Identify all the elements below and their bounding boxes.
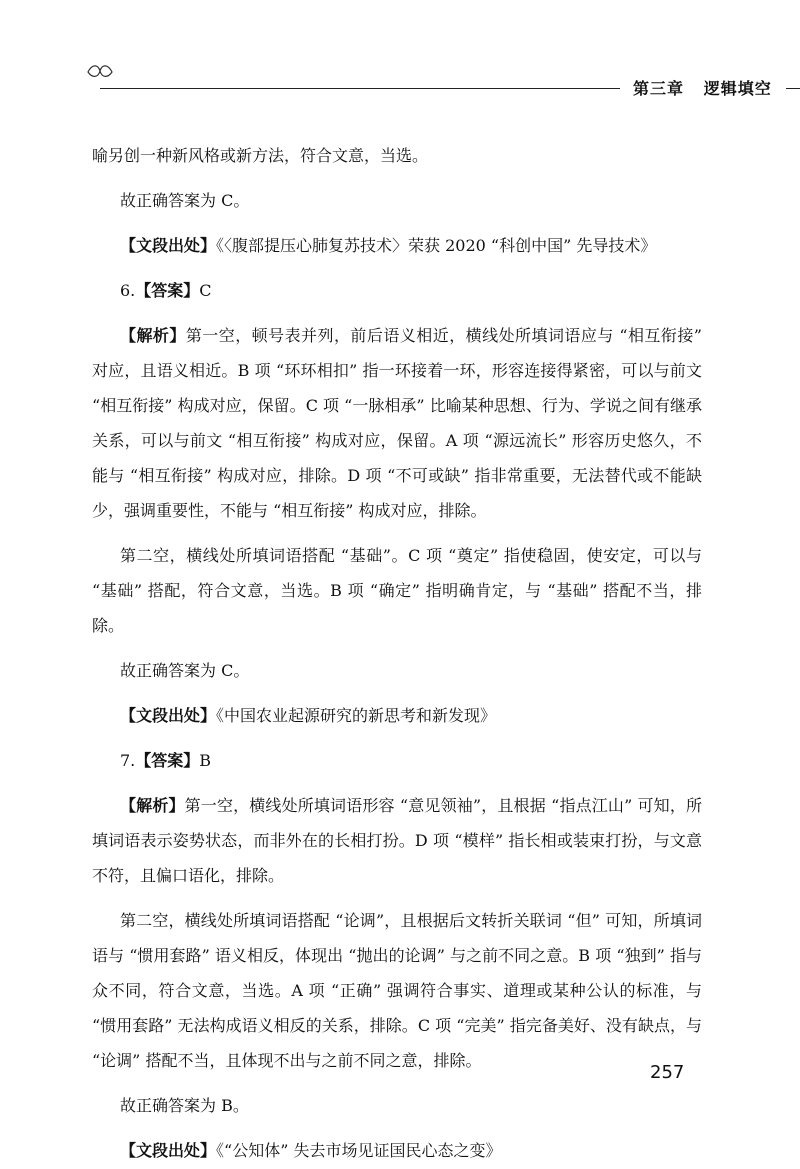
analysis-text: 第一空，顿号表并列，前后语义相近，横线处所填词语应与 “相互衔接” 对应，且语义相近。B 项 “环环相扣” 指一环接着一环，形容连接得紧密，可以与前文 “相互衔接” 构成对应，保留。C 项 “一脉相承” 比喻某种思想、行为、学说之间有继承关系，可以与前文 “相互衔接” 构成对应，保留。A 项 “源远流长” 形容历史悠久，不能与 “相互衔接” 构成对应，排除。D 项 “不可或缺” 指非常重要，无法替代或不能缺少，强调重要性，不能与 “相互衔接” 构成对应，排除。 [92,326,702,520]
source-line [92,1133,702,1168]
source-text: 《“公知体” 失去市场见证国民心态之变》 [216,1141,502,1160]
ornament-icon [86,62,116,80]
analysis-label: 【解析】 [120,796,185,815]
question-number: 6. [120,281,136,300]
paragraph-text: 第二空，横线处所填词语搭配 “论调”，且根据后文转折关联词 “但” 可知，所填词语与 “惯用套路” 语义相反，体现出 “抛出的论调” 与之前不同之意。B 项 “独到” 指与众不同，符合文意，当选。A 项 “正确” 强调符合事实、道理或某种公认的标准，与 “惯用套路” 无法构成语义相反的关系，排除。C 项 “完美” 指完备美好、没有缺点，与 “论调” 搭配不当，且体现不出与之前不同之意，排除。 [92,911,702,1070]
paragraph-text: 第二空，横线处所填词语搭配 “基础”。C 项 “奠定” 指使稳固，使安定，可以与 “基础” 搭配，符合文意，当选。B 项 “确定” 指明确肯定，与 “基础” 搭配不当，排除。 [92,546,702,635]
paragraph [92,138,702,173]
source-line [92,698,702,733]
chapter-title [633,76,772,99]
answer-line [92,653,702,688]
source-line [92,228,702,263]
question-answer [92,273,702,308]
source-label: 【文段出处】 [120,236,217,255]
answer-value: B [199,751,212,770]
source-label: 【文段出处】 [120,706,217,725]
paragraph-text: 故正确答案为 B。 [120,1096,249,1115]
paragraph-text: 故正确答案为 C。 [120,661,250,680]
source-text: 《中国农业起源研究的新思考和新发现》 [216,706,497,725]
analysis-label: 【解析】 [120,326,186,345]
header-rule-left [100,88,620,89]
answer-label: 【答案】 [135,281,200,300]
answer-value: C [199,281,212,300]
answer-line [92,1088,702,1123]
page-body [92,138,702,1168]
paragraph-text: 喻另创一种新风格或新方法，符合文意，当选。 [92,146,429,165]
answer-line [92,183,702,218]
page-header [86,62,786,98]
source-label: 【文段出处】 [120,1141,217,1160]
question-number: 7. [120,751,136,770]
paragraph [92,903,702,1078]
analysis-paragraph [92,318,702,528]
question-answer [92,743,702,778]
chapter-section: 逻辑填空 [703,79,772,98]
source-text: 《〈腹部提压心肺复苏技术〉荣获 2020 “科创中国” 先导技术》 [216,236,657,255]
analysis-paragraph [92,788,702,893]
analysis-text: 第一空，横线处所填词语形容 “意见领袖”，且根据 “指点江山” 可知，所填词语表示姿势状态，而非外在的长相打扮。D 项 “模样” 指长相或装束打扮，与文意不符，且偏口语化，排除。 [92,796,702,885]
page-number: 257 [650,1062,685,1083]
answer-label: 【答案】 [135,751,200,770]
paragraph [92,538,702,643]
chapter-number: 第三章 [633,79,685,98]
paragraph-text: 故正确答案为 C。 [120,191,250,210]
header-rule-right [786,88,800,89]
